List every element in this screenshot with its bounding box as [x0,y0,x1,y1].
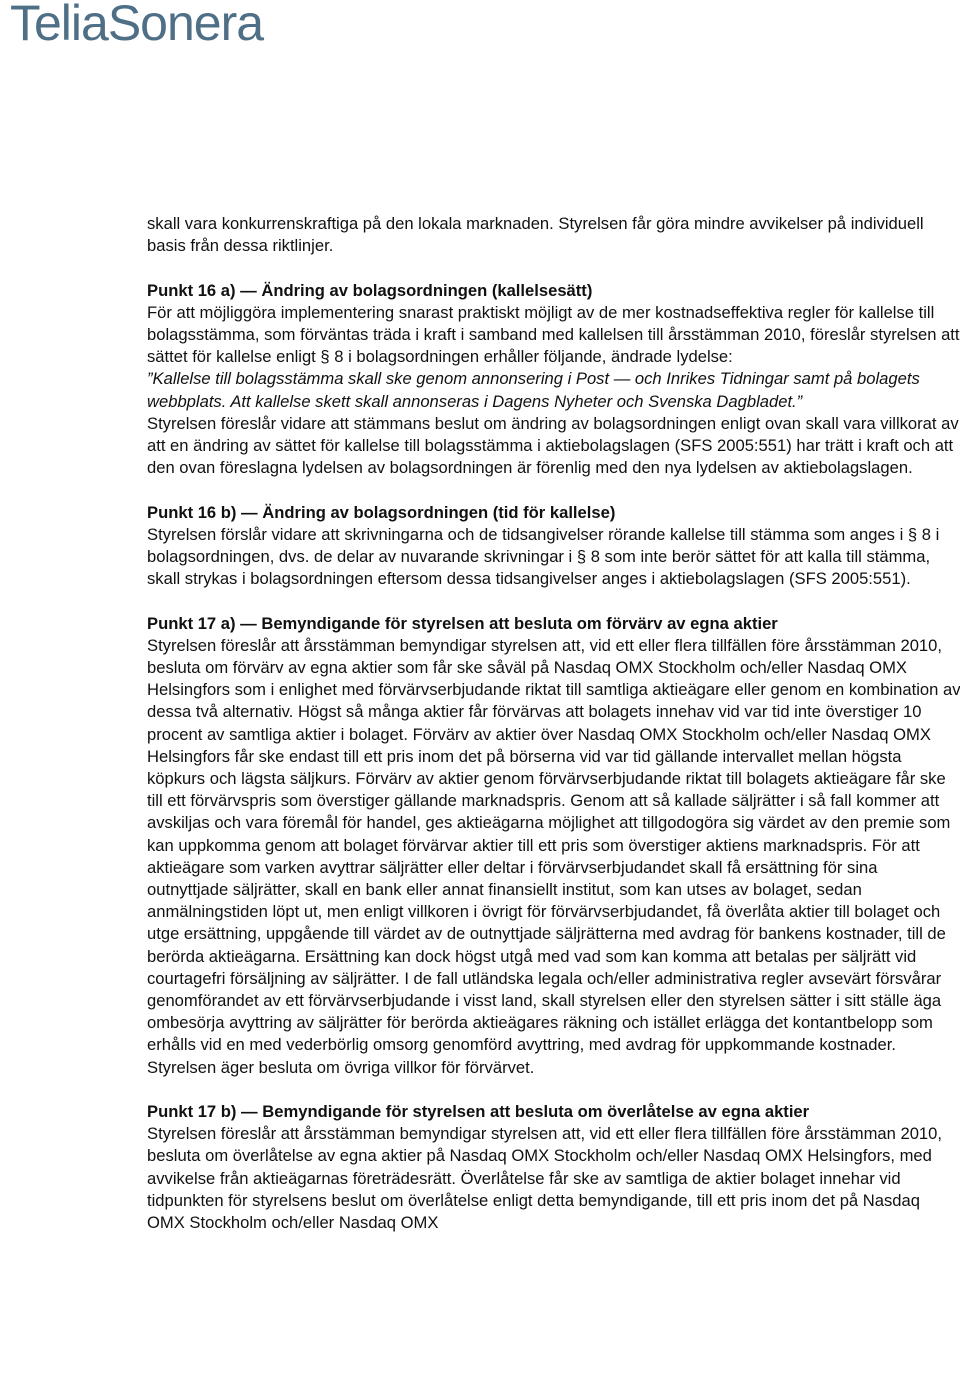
spacer [147,257,960,279]
section-paragraph: Styrelsen föreslår att årsstämman bemyndigar styrelsen att, vid ett eller flera tillfällen före årsstämman 2010, besluta om överlåtelse av egna aktier på Nasdaq OMX Stockholm och/eller Nasdaq OMX Helsingfors, med avvikelse från aktieägarnas företrädesrätt. Överlåtelse får ske av samtliga de aktier bolaget innehar vid tidpunkten för styrelsens beslut om överlåtelse enligt detta bemyndigande, till ett pris inom det på Nasdaq OMX Stockholm och/eller Nasdaq OMX [147,1124,942,1233]
section-17b [147,1101,960,1234]
section-heading: Punkt 16 a) — Ändring av bolagsordningen (kallelsesätt) [147,280,593,300]
section-paragraph: Styrelsen föreslår vidare att stämmans beslut om ändring av bolagsordningen enligt ovan skall vara villkorat av att en ändring av sättet för kallelse till bolagsstämma i aktiebolagslagen (SFS 2005:551) har trätt i kraft och att den ovan föreslagna lydelsen av bolagsordningen är förenlig med den nya lydelsen av aktiebolagslagen. [147,413,959,478]
document-body [147,213,960,1234]
company-logo: TeliaSonera [10,0,264,51]
section-17a [147,613,960,1079]
section-paragraph: Styrelsen förslår vidare att skrivningarna och de tidsangivelser rörande kallelse till stämma som anges i § 8 i bolagsordningen, dvs. de delar av nuvarande skrivningar i § 8 som inte berör sättet för att kalla till stämma, skall strykas i bolagsordningen eftersom dessa tidsangivelser anges i aktiebolagslagen (SFS 2005:551). [147,524,940,589]
quoted-wording: ”Kallelse till bolagsstämma skall ske genom annonsering i Post — och Inrikes Tidningar samt på bolagets webbplats. Att kallelse skett skall annonseras i Dagens Nyheter och Svenska Dagbladet.” [147,369,920,411]
spacer [147,590,960,612]
section-heading: Punkt 17 a) — Bemyndigande för styrelsen att besluta om förvärv av egna aktier [147,613,778,633]
section-heading: Punkt 16 b) — Ändring av bolagsordningen (tid för kallelse) [147,502,616,522]
intro-paragraph: skall vara konkurrenskraftiga på den lokala marknaden. Styrelsen får göra mindre avvikelser på individuell basis från dessa riktlinjer. [147,214,924,256]
section-paragraph: Styrelsen föreslår att årsstämman bemyndigar styrelsen att, vid ett eller flera tillfällen före årsstämman 2010, besluta om förvärv av egna aktier som får ske såväl på Nasdaq OMX Stockholm och/eller Nasdaq OMX Helsingfors som i enlighet med förvärvserbjudande riktat till samtliga aktieägare eller genom en kombination av dessa två alternativ. Högst så många aktier får förvärvas att bolagets innehav vid var tid inte överstiger 10 procent av samtliga aktier i bolaget. Förvärv av aktier över Nasdaq OMX Stockholm och/eller Nasdaq OMX Helsingfors får ske endast till ett pris inom det på börserna vid var tid gällande intervallet mellan högsta köpkurs och lägsta säljkurs. Förvärv av aktier genom förvärvserbjudande riktat till bolagets aktieägare får ske till ett förvärvspris som överstiger gällande marknadspris. Genom att så kallade säljrätter i så fall kommer att avskiljas och vara föremål för handel, ges aktieägarna möjlighet att tillgodogöra sig värdet av den premie som kan uppkomma genom att bolaget förvärvar aktier till ett pris som överstiger aktiens marknadspris. För att aktieägare som varken avyttrar säljrätter eller deltar i förvärvserbjudandet skall få ersättning för sina outnyttjade säljrätter, skall en bank eller annat finansiellt institut, som kan utses av bolaget, sedan anmälningstiden löpt ut, men enligt villkoren i övrigt för förvärvserbjudandet, få överlåta aktier till bolaget och utge ersättning, uppgående till värdet av de outnyttjade säljrätterna med avdrag för bankens kostnader, till de berörda aktieägarna. Ersättning kan dock högst utgå med vad som kan komma att betalas per säljrätt vid courtagefri försäljning av säljrätter. I de fall utländska legala och/eller administrativa regler avsevärt försvårar genomförandet av ett förvärvserbjudande i visst land, skall styrelsen eller den styrelsen sätter i sitt ställe äga ombesörja avyttring av säljrätter för berörda aktieägares räkning och istället erlägga det kontantbelopp som erhålls vid en med vederbörlig omsorg genomförd avyttring, med avdrag för uppkommande kostnader. Styrelsen äger besluta om övriga villkor för förvärvet. [147,635,960,1077]
section-heading: Punkt 17 b) — Bemyndigande för styrelsen att besluta om överlåtelse av egna aktier [147,1102,810,1122]
section-16a [147,280,960,480]
section-paragraph: För att möjliggöra implementering snarast praktiskt möjligt av de mer kostnadseffektiva regler för kallelse till bolagsstämma, som förväntas träda i kraft i samband med kallelsen till årsstämman 2010, föreslår styrelsen att sättet för kallelse enligt § 8 i bolagsordningen erhåller följande, ändrade lydelse: [147,302,960,367]
spacer [147,479,960,501]
section-16b [147,502,960,591]
spacer [147,1079,960,1101]
